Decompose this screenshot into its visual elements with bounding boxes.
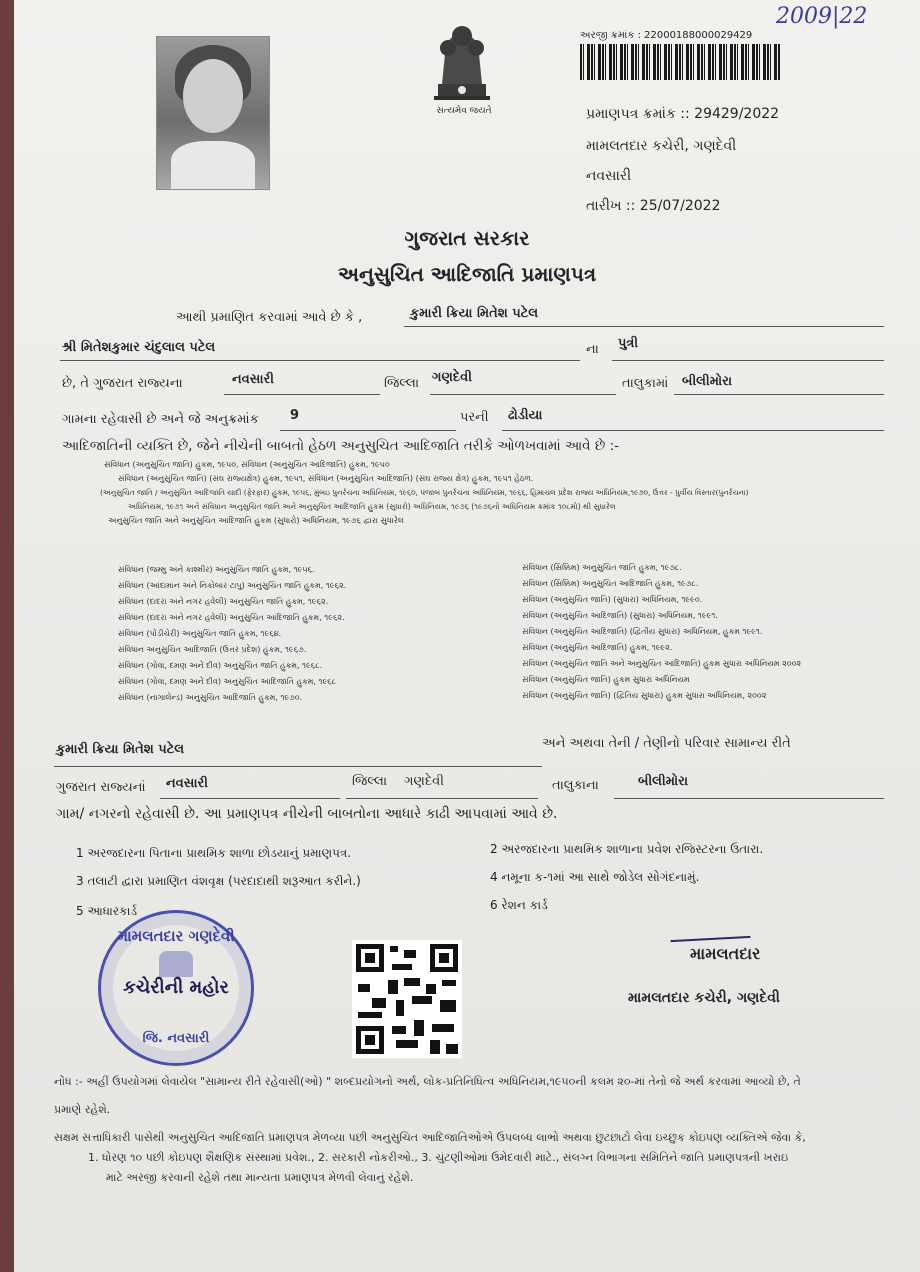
orders-left-list: સંવિધાન (જમ્મુ અને કાશ્મીર) અનુસુચિત જાતિ હુકમ, ૧૯૫૬. સંવિધાન (આંદામાન અને નિકોબાર ટાપુ) અનુસુચિત જાતિ હુકમ, ૧૯૬૨. સંવિધાન (દાદરા અને નગર હવેલી) અનુસુચિત જાતિ હુકમ, ૧૯૬૨. સંવિધાન (દાદરા અને નગર હવેલી) અનુસુચિત આદિજાતિ હુકમ, ૧૯૬૨. સંવિધાન (પોંડીચેરી) અનુસુચિત જાતિ હુકમ, ૧૯૬૪. સંવિધાન અનુસુચિત આદિજાતિ (ઉત્તર પ્રદેશ) હુકમ, ૧૯૬૭. સંવિધાન (ગોવા, દમણ અને દીવ) અનુસુચિત જાતિ હુકમ, ૧૯૬૮. સંવિધાન (ગોવા, દમણ અને દીવ) અનુસુચિત આદિજાતિ હુકમ, ૧૯૬૮ સંવિધાન (નાગાલેન્ડ) અનુસુચિત આદિજાતિ હુકમ, ૧૯૭૦. — [118, 565, 347, 702]
barcode-icon — [580, 44, 780, 80]
applicant-name: કુમારી ક્રિયા મિતેશ પટેલ — [410, 306, 539, 321]
taluka: ગણદેવી — [432, 370, 472, 385]
issuing-office: મામલતદાર કચેરી, ગણદેવી — [586, 138, 737, 154]
national-emblem-icon — [424, 14, 500, 106]
emblem-motto: સત્યમેવ જયતે — [436, 106, 492, 116]
tribe-name: ઢોડીયા — [508, 408, 543, 423]
signatory-title: મામલતદાર — [690, 944, 761, 963]
father-name: શ્રી મિતેશકુમાર ચંદુલાલ પટેલ — [62, 340, 216, 355]
document-item-2: 2 અરજદારના પ્રાથમિક શાળાના પ્રવેશ રજિસ્ટરના ઉતારા. — [490, 842, 764, 856]
signature — [669, 916, 750, 942]
certificate-number: પ્રમાણપત્ર ક્રમાંક :: 29429/2022 — [586, 106, 780, 122]
certificate-page — [14, 0, 920, 1272]
of-label: ના — [586, 342, 599, 357]
resident-label: ગામના રહેવાસી છે અને જે અનુક્રમાંક — [62, 412, 259, 427]
state-district: નવસારી — [232, 372, 274, 387]
certify-intro: આથી પ્રમાણિત કરવામાં આવે છે કે , — [176, 310, 363, 325]
handwritten-date: 2009|22 — [776, 4, 868, 29]
office-seal: મામલતદાર ગણદેવી કચેરીની મહોર જિ. નવસારી — [98, 910, 254, 1066]
recognition-text: આદિજાતિની વ્યક્તિ છે, જેને નીચેની બાબતો હેઠળ અનુસુચિત આદિજાતિ તરીકે ઓળખવામાં આવે છે :- — [62, 438, 620, 454]
orders-block: સંવિધાન (અનુસુચિત જાતિ) હુકમ, ૧૯૫૦, સંવિધાન (અનુસુચિત આદિજાતિ) હુકમ, ૧૯૫૦ સંવિધાન (અનુસુચિત જાતિ) (સંઘ રાજ્યક્ષેત્ર) હુકમ, ૧૯૫૧, સંવિધાન (અનુસુચિત આદિજાતિ) (સંઘ રાજ્ય ક્ષેત્ર) હુકમ, ૧૯૫૧ હેઠળ. (અનુસુચિત જાતિ / અનુસુચિત આદિજાતિ યાદી (ફેરફાર) હુકમ, ૧૯૫૬, મુંબઇ પુનર્રચના અધિનિયમ, ૧૯૬૦, પંજાબ પુનર્રચના અધિનિયમ, ૧૯૬૬, હિમાચલ પ્રદેશ રાજ્ય અધિનિયમ,૧૯૭૦, ઉત્તર - પુર્વીય વિસ્તાર(પુનર્રચના) અધિનિયમ, ૧૯૭૧ અને સંવિધાન અનુસુચિત જાતિ અને અનુસુચિત આદિજાતિ હુકમ (સુધારો) અધિનિયમ, ૧૯૭૬ (૧૯૭૬નો અધિનિયમ ક્રમાંક ૧૦૮મો) થી સુધારેલ અનુસુચિત જાતિ અને અનુસુચિત આદિજાતિ હુકમ (સુધારો) અધિનિયમ, ૧૯૭૬ દ્વારા સુધારેલ — [100, 460, 749, 525]
tribe-label: પરની — [460, 410, 489, 425]
residence-village: બીલીમોરા — [638, 774, 689, 789]
issue-date: તારીખ :: 25/07/2022 — [586, 198, 721, 214]
residence-state-label: ગુજરાત રાજ્યનાં — [56, 780, 146, 795]
residence-name: કુમારી ક્રિયા મિતેશ પટેલ — [56, 742, 185, 757]
document-item-3: 3 તલાટી દ્વારા પ્રમાણિત વંશવૃક્ષ (પરદાદાથી શરૂઆત કરીને.) — [76, 874, 361, 888]
village: બીલીમોરા — [682, 374, 733, 389]
residence-taluka-label: તાલુકાના — [552, 778, 599, 793]
application-number: અરજી ક્રમાંક : 22000188000029429 — [580, 30, 753, 41]
residence-state-district: નવસારી — [166, 776, 208, 791]
emblem-icon — [159, 951, 193, 977]
taluka-label: તાલુકામાં — [622, 376, 669, 391]
issuing-district: નવસારી — [586, 168, 632, 184]
relation: પુત્રી — [618, 336, 639, 351]
document-item-4: 4 નમૂના ક-૧માં આ સાથે જોડેલ સોગંદનામું. — [490, 870, 700, 884]
applicant-photo — [156, 36, 270, 190]
document-item-6: 6 રેશન કાર્ડ — [490, 898, 548, 912]
district-label: જિલ્લા — [384, 376, 420, 391]
document-item-5: 5 આધારકાર્ડ — [76, 904, 138, 918]
signatory-office: મામલતદાર કચેરી, ગણદેવી — [628, 990, 780, 1006]
document-item-1: 1 અરજદારના પિતાના પ્રાથમિક શાળા છોડયાનું પ્રમાણપત્ર. — [76, 846, 352, 860]
family-label: અને અથવા તેની / તેણીનો પરિવાર સામાન્ય રીતે — [542, 736, 791, 751]
serial-number: 9 — [290, 408, 300, 423]
residence-district-label: જિલ્લા — [352, 774, 388, 789]
residence-closing: ગામ/ નગરનો રહેવાસી છે. આ પ્રમાણપત્ર નીચેની બાબતોના આધારે કાઢી આપવામાં આવે છે. — [56, 806, 558, 822]
orders-right-list: સંવિધાન (સિક્કિમ) અનુસુચિત જાતિ હુકમ, ૧૯૭૮. સંવિધાન (સિક્કિમ) અનુસુચિત આદિજાતિ હુકમ, ૧૯૭૮. સંવિધાન (અનુસુચિત જાતિ) (સુધારા) અધિનિયમ, ૧૯૯૦. સંવિધાન (અનુસુચિત આદિજાતિ) (સુધારા) અધિનિયમ, ૧૯૯૧. સંવિધાન (અનુસુચિત આદિજાતિ) (દ્વિતીય સુધારા) અધિનિયમ, હુકમ ૧૯૯૧. સંવિધાન (અનુસુચિત આદિજાતિ) હુકમ, ૧૯૯૨. સંવિધાન (અનુસુચિત જાતિ અને અનુસુચિત આદિજાતિ) હુકમ સુધારા અધિનિયમ ૨૦૦૨ સંવિધાન (અનુસુચિત જાતિ) હુકમ સુધારા અધિનિયમ સંવિધાન (અનુસુચિત જાતિ) (દ્વિતિય સુધારા) હુકમ સુધારા અધિનિયમ, ૨૦૦૨ — [522, 563, 802, 700]
qr-code-icon — [352, 940, 462, 1058]
government-title: ગુજરાત સરકાર — [404, 226, 530, 250]
residence-taluka: ગણદેવી — [404, 774, 444, 789]
state-label: છે, તે ગુજરાત રાજ્યના — [62, 376, 183, 391]
certificate-title: અનુસુચિત આદિજાતિ પ્રમાણપત્ર — [337, 262, 597, 286]
footer-notes: નોંધ :- અહીં ઉપયોગમાં લેવાયેલ "સામાન્ય રીતે રહેવાસી(ઓ) " શબ્દપ્રયોગનો અર્થ, લોક-પ્રતિનિધિત્વ અધિનિયમ,૧૯૫૦ની કલમ ૨૦-માં તેનો જે અર્થ કરવામાં આવ્યો છે, તે પ્રમાણે રહેશે. સક્ષમ સત્તાધિકારી પાસેથી અનુસુચિત આદિજાતિ પ્રમાણપત્ર મેળવ્યા પછી અનુસુચિત આદિજાતિઓએ ઉપલબ્ધ લાભો અથવા છુટછાટો લેવા ઇચ્છુક કોઇપણ વ્યક્તિએ જેવા કે, 1. ધોરણ ૧૦ પછી કોઇપણ શૈક્ષણિક સંસ્થામાં પ્રવેશ., 2. સરકારી નોકરીઓ., 3. ચુંટણીઓમાં ઉમેદવારી માટે., સંલગ્ન વિભાગના સમિતિને જાતિ પ્રમાણપત્રની ખરાઇ માટે અરજી કરવાની રહેશે તથા માન્યતા પ્રમાણપત્ર મેળવી લેવાનું રહેશે. — [54, 1075, 806, 1184]
